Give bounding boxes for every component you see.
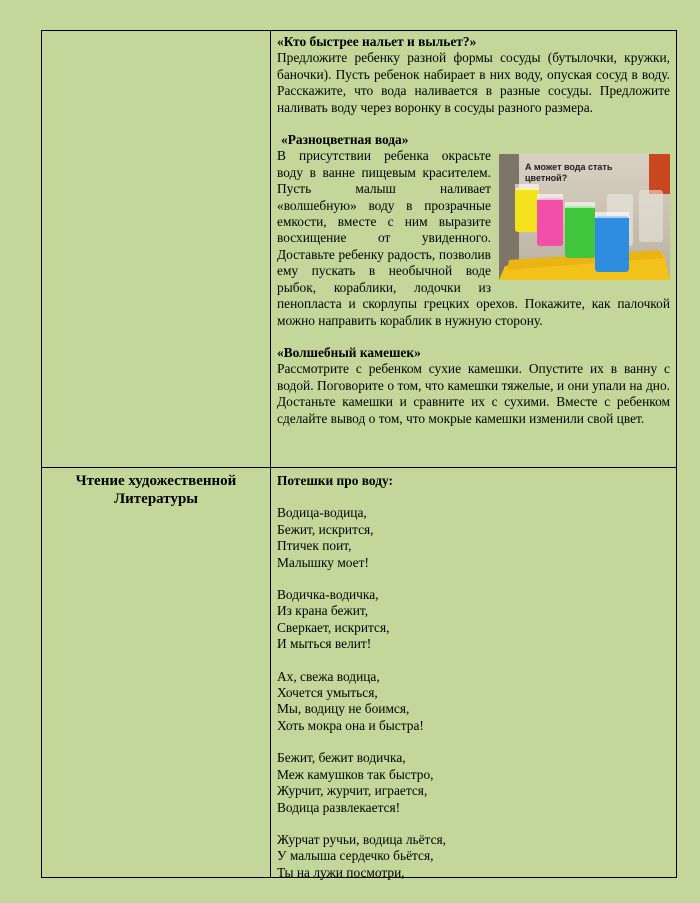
poem-line: Водичка-водичка, <box>277 587 379 603</box>
stanza <box>277 505 670 571</box>
game2-title: «Разноцветная вода» <box>281 132 409 148</box>
poem-line: Ты на лужи посмотри, <box>277 864 405 880</box>
game2-text: В присутствии ребенка окрасьте воду в ванне пищевым красителем. Пусть малыш наливает «волшебную» воду в прозрачные емкости, вместе с ним выразите восхищение от увиденного. Доставьте ребенку радость, позволив ему пускать в необычной воде рыбок, кораблики, лодочки из пенопласта и скорлупы грецких орехов. Покажите, как палочкой можно направить кораблик в нужную сторону. <box>277 148 670 328</box>
content-cell <box>271 468 676 880</box>
stanza <box>277 750 670 816</box>
colored-water-photo <box>499 154 670 280</box>
poem-line: У малыша сердечко бьётся, <box>277 848 434 864</box>
poem-line: Из крана бежит, <box>277 603 369 619</box>
poem-line: Водица-водица, <box>277 505 367 521</box>
poem-line: Малышку моет! <box>277 554 369 570</box>
svg-text:А может вода стать: А может вода стать цветной? <box>525 162 613 184</box>
poem-line: Водица развлекается! <box>277 799 401 815</box>
poem-line: Сверкает, искрится, <box>277 619 390 635</box>
rubric-cell <box>42 468 271 877</box>
stanza <box>277 669 670 735</box>
cup-blue <box>595 216 629 272</box>
rubric-title: Чтение художественной Литературы <box>75 473 237 507</box>
poem-line: Ах, свежа водица, <box>277 668 380 684</box>
poems-title: Потешки про воду: <box>277 473 393 488</box>
game1-title: «Кто быстрее нальет и выльет?» <box>277 34 477 49</box>
poem-line: Хочется умыться, <box>277 685 378 701</box>
table-row <box>42 468 676 880</box>
stanza <box>277 587 670 653</box>
poem-stanzas <box>277 505 670 881</box>
content-cell <box>271 31 676 467</box>
rubric-cell-empty <box>42 31 271 467</box>
poem-line: Меж камушков так быстро, <box>277 766 434 782</box>
stanza <box>277 832 670 881</box>
colored-cups-illustration <box>499 154 670 280</box>
content-table <box>41 30 677 878</box>
poem-line: Журчат ручьи, водица льётся, <box>277 831 447 847</box>
poem-line: Мы, водицу не боимся, <box>277 701 410 717</box>
cup-yellow <box>515 188 539 232</box>
table-row <box>42 31 676 468</box>
poem-line: Хоть мокра она и быстра! <box>277 717 424 733</box>
cup-pink <box>537 198 563 246</box>
cup-green <box>565 206 595 258</box>
poem-line: И мыться велит! <box>277 636 372 652</box>
poem-line: Журчит, журчит, играется, <box>277 783 428 799</box>
poem-line: Бежит, бежит водичка, <box>277 750 406 766</box>
poem-line: Птичек поит, <box>277 538 352 554</box>
game1-text: Предложите ребенку разной формы сосуды (бутылочки, кружки, баночки). Пусть ребенок набирает в них воду, опуская сосуд в воду. Расскажите, что вода наливается в разные сосуды. Предложите наливать воду через воронку в сосуды разного размера. <box>277 50 670 115</box>
game3-title: «Волшебный камешек» <box>277 344 421 360</box>
poem-line: Бежит, искрится, <box>277 521 374 537</box>
game3-text: Рассмотрите с ребенком сухие камешки. Опустите их в ванну с водой. Поговорите о том, что камешки тяжелые, и они упали на дно. Достаньте камешки и сравните их с сухими. Вместе с ребенком сделайте вывод о том, что мокрые камешки изменили свой цвет. <box>277 361 670 426</box>
